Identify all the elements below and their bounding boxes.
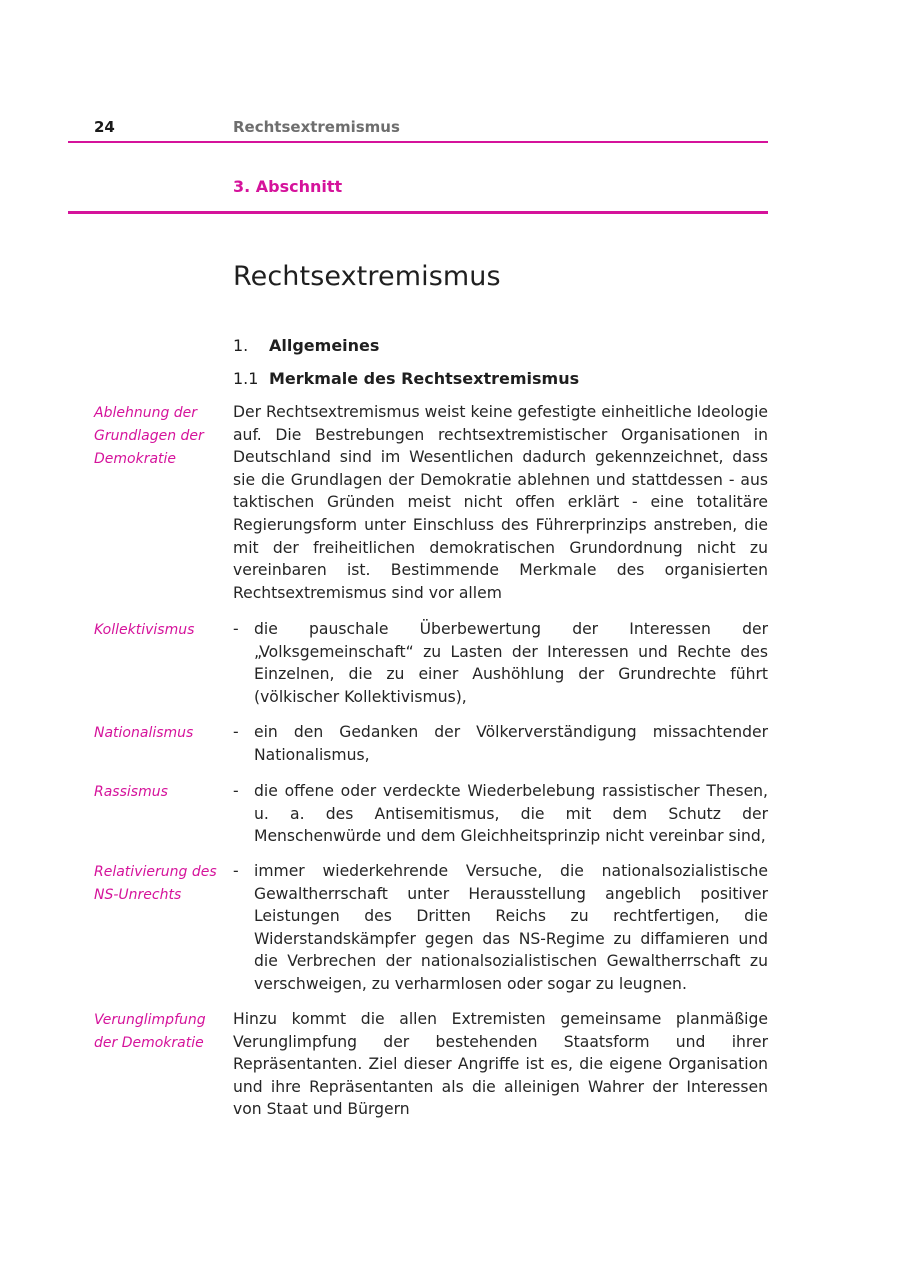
running-head: Rechtsextremismus	[233, 118, 400, 136]
heading-text: Allgemeines	[269, 336, 380, 355]
bullet-dash: -	[233, 782, 239, 800]
bullet-dash: -	[233, 862, 239, 880]
margin-note-rassismus: Rassismus	[94, 784, 168, 800]
heading-allgemeines	[233, 336, 379, 355]
bullet-dash: -	[233, 723, 239, 741]
margin-note-verunglimpfung: Verunglimpfung der Demokratie	[94, 1012, 206, 1051]
bullet-text: die offene oder verdeckte Wiederbelebung rassistischer Thesen, u. a. des Antisemitismus, die mit dem Schutz der Menschenwürde und dem Gleichheitsprinzip nicht vereinbar sind,	[254, 782, 768, 846]
page-number: 24	[94, 118, 115, 136]
bullet-nationalismus	[233, 721, 768, 766]
heading-number: 1.1	[233, 369, 259, 388]
heading-text: Merkmale des Rechtsextremismus	[269, 369, 580, 388]
closing-paragraph: Hinzu kommt die allen Extremisten gemeinsame planmäßige Verunglimpfung der bestehenden Staatsform und ihrer Repräsentanten. Ziel dieser Angriffe ist es, die eigene Organisation und ihre Repräsentanten als die alleinigen Wahrer der Interessen von Staat und Bürgern	[233, 1010, 768, 1119]
section-label: 3. Abschnitt	[233, 177, 343, 196]
bullet-text: immer wiederkehrende Versuche, die nationalsozialistische Gewaltherrschaft unter Herausstellung angeblich positiver Leistungen des Dritten Reichs zu rechtfertigen, die Widerstandskämpfer gegen das NS-Regime zu diffamieren und die Verbrechen der nationalsozialistischen Gewaltherrschaft zu verschweigen, zu verharmlosen oder sogar zu leugnen.	[254, 862, 768, 993]
header-rule	[68, 141, 768, 143]
margin-note-kollektivismus: Kollektivismus	[94, 622, 195, 638]
bullet-relativierung	[233, 860, 768, 996]
heading-merkmale	[233, 369, 579, 388]
bullet-dash: -	[233, 620, 239, 638]
bullet-rassismus	[233, 780, 768, 848]
chapter-title: Rechtsextremismus	[233, 261, 501, 292]
heading-number: 1.	[233, 336, 249, 355]
bullet-kollektivismus	[233, 618, 768, 708]
section-rule	[68, 211, 768, 214]
intro-paragraph: Der Rechtsextremismus weist keine gefestigte einheitliche Ideologie auf. Die Bestrebungen rechtsextremistischer Organisationen in Deutschland sind im Wesentlichen dadurch gekennzeichnet, dass sie die Grundlagen der Demokratie ablehnen und stattdessen - aus taktischen Gründen meist nicht offen erklärt - eine totalitäre Regierungsform unter Einschluss des Führerprinzips anstreben, die mit der freiheitlichen demokratischen Grundordnung nicht zu vereinbaren ist. Bestimmende Merkmale des organisierten Rechtsextremismus sind vor allem	[233, 403, 768, 602]
bullet-text: ein den Gedanken der Völkerverständigung missachtender Nationalismus,	[254, 723, 768, 764]
bullet-text: die pauschale Überbewertung der Interessen der „Volksgemeinschaft“ zu Lasten der Interessen und Rechte des Einzelnen, die zu einer Aushöhlung der Grundrechte führt (völkischer Kollektivismus),	[254, 620, 768, 706]
margin-note-nationalismus: Nationalismus	[94, 725, 194, 741]
margin-note-ablehnung: Ablehnung der Grundlagen der Demokratie	[94, 405, 204, 467]
margin-note-relativierung: Relativierung des NS-Unrechts	[94, 864, 217, 903]
